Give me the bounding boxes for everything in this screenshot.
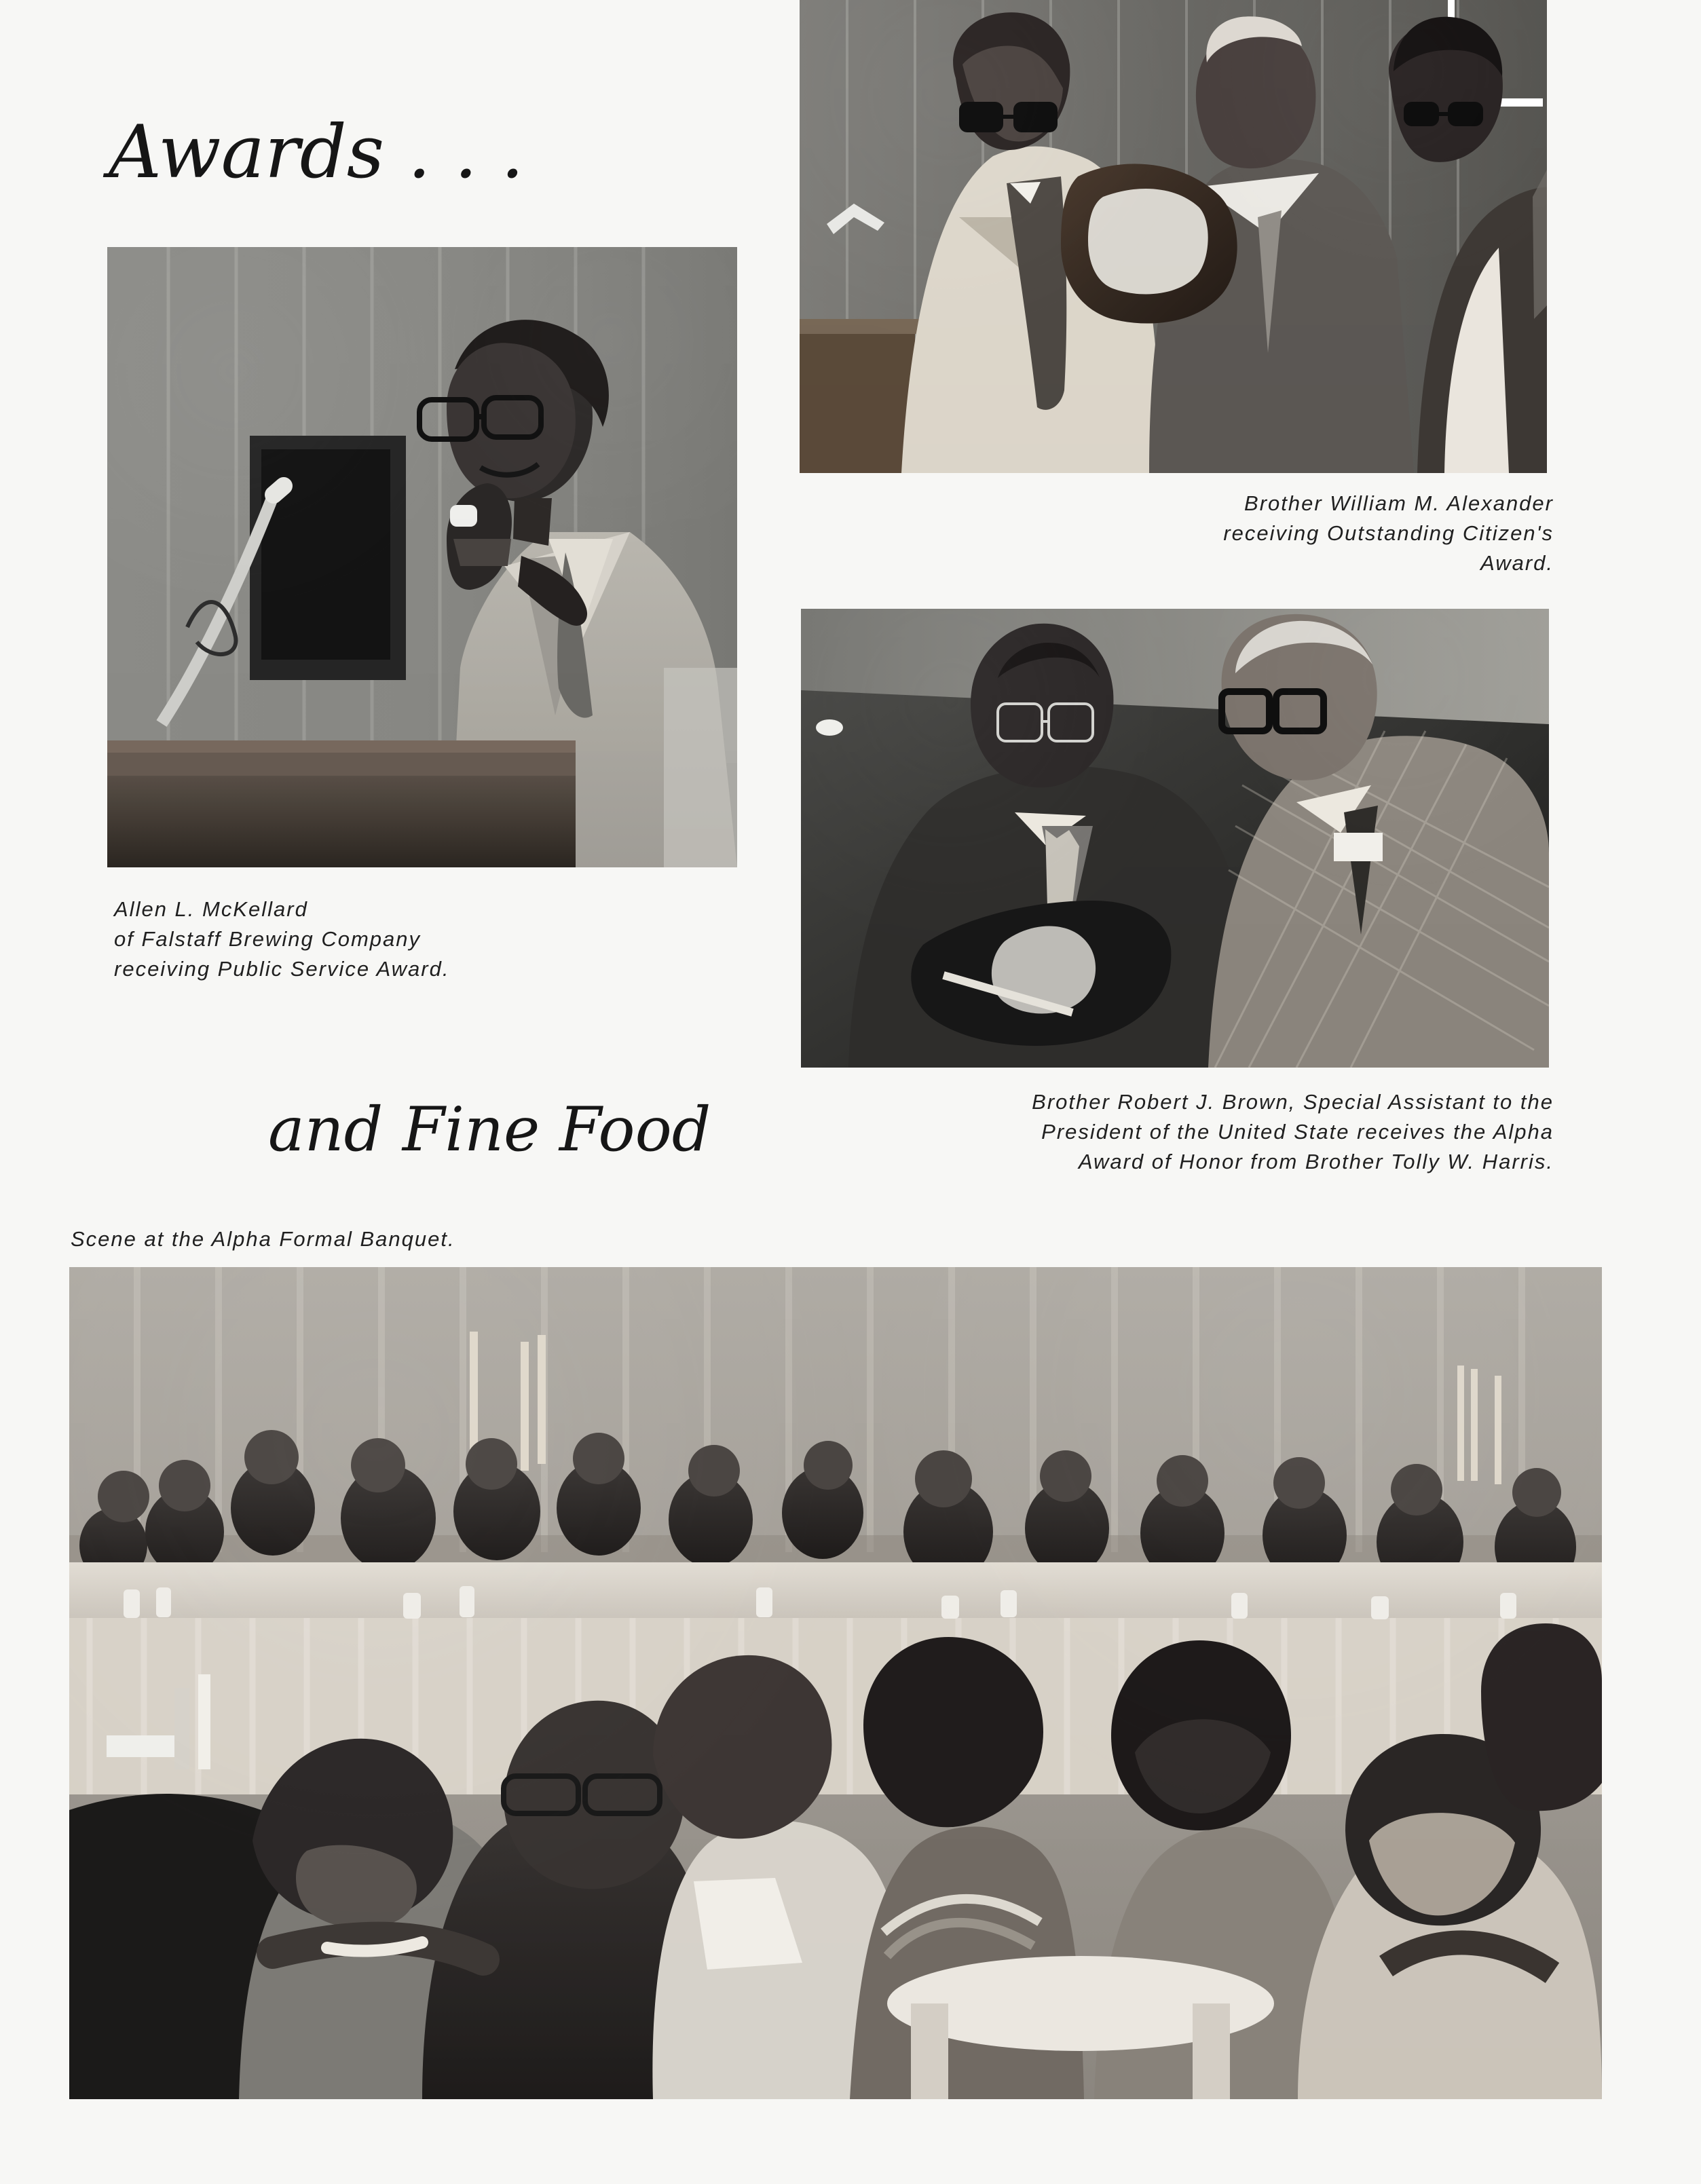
alexander-caption-line-1: Brother William M. Alexander <box>1244 491 1554 515</box>
mckellard-caption-line-1: Allen L. McKellard <box>114 897 308 921</box>
brown-caption-line-2: President of the United State receives the Alpha <box>1041 1120 1554 1144</box>
awards-heading: Awards . . . <box>109 110 525 195</box>
alexander-caption <box>1223 489 1554 578</box>
fine-food-heading: and Fine Food <box>268 1094 711 1165</box>
alexander-caption-line-3: Award. <box>1480 551 1554 575</box>
brown-caption <box>1032 1087 1554 1177</box>
mckellard-caption-line-2: of Falstaff Brewing Company <box>114 927 422 951</box>
banquet-caption-line-1: Scene at the Alpha Formal Banquet. <box>71 1227 455 1251</box>
brown-caption-line-3: Award of Honor from Brother Tolly W. Harris. <box>1078 1150 1554 1173</box>
brown-caption-line-1: Brother Robert J. Brown, Special Assistant to the <box>1032 1090 1554 1114</box>
banquet-caption <box>71 1224 455 1254</box>
mckellard-speaking-photo <box>107 247 737 867</box>
banquet-scene-photo <box>69 1267 1602 2099</box>
brown-award-photo <box>801 609 1549 1068</box>
alexander-caption-line-2: receiving Outstanding Citizen's <box>1223 521 1554 545</box>
mckellard-caption-line-3: receiving Public Service Award. <box>114 957 450 981</box>
alexander-award-photo <box>800 0 1547 473</box>
mckellard-caption <box>114 895 449 984</box>
